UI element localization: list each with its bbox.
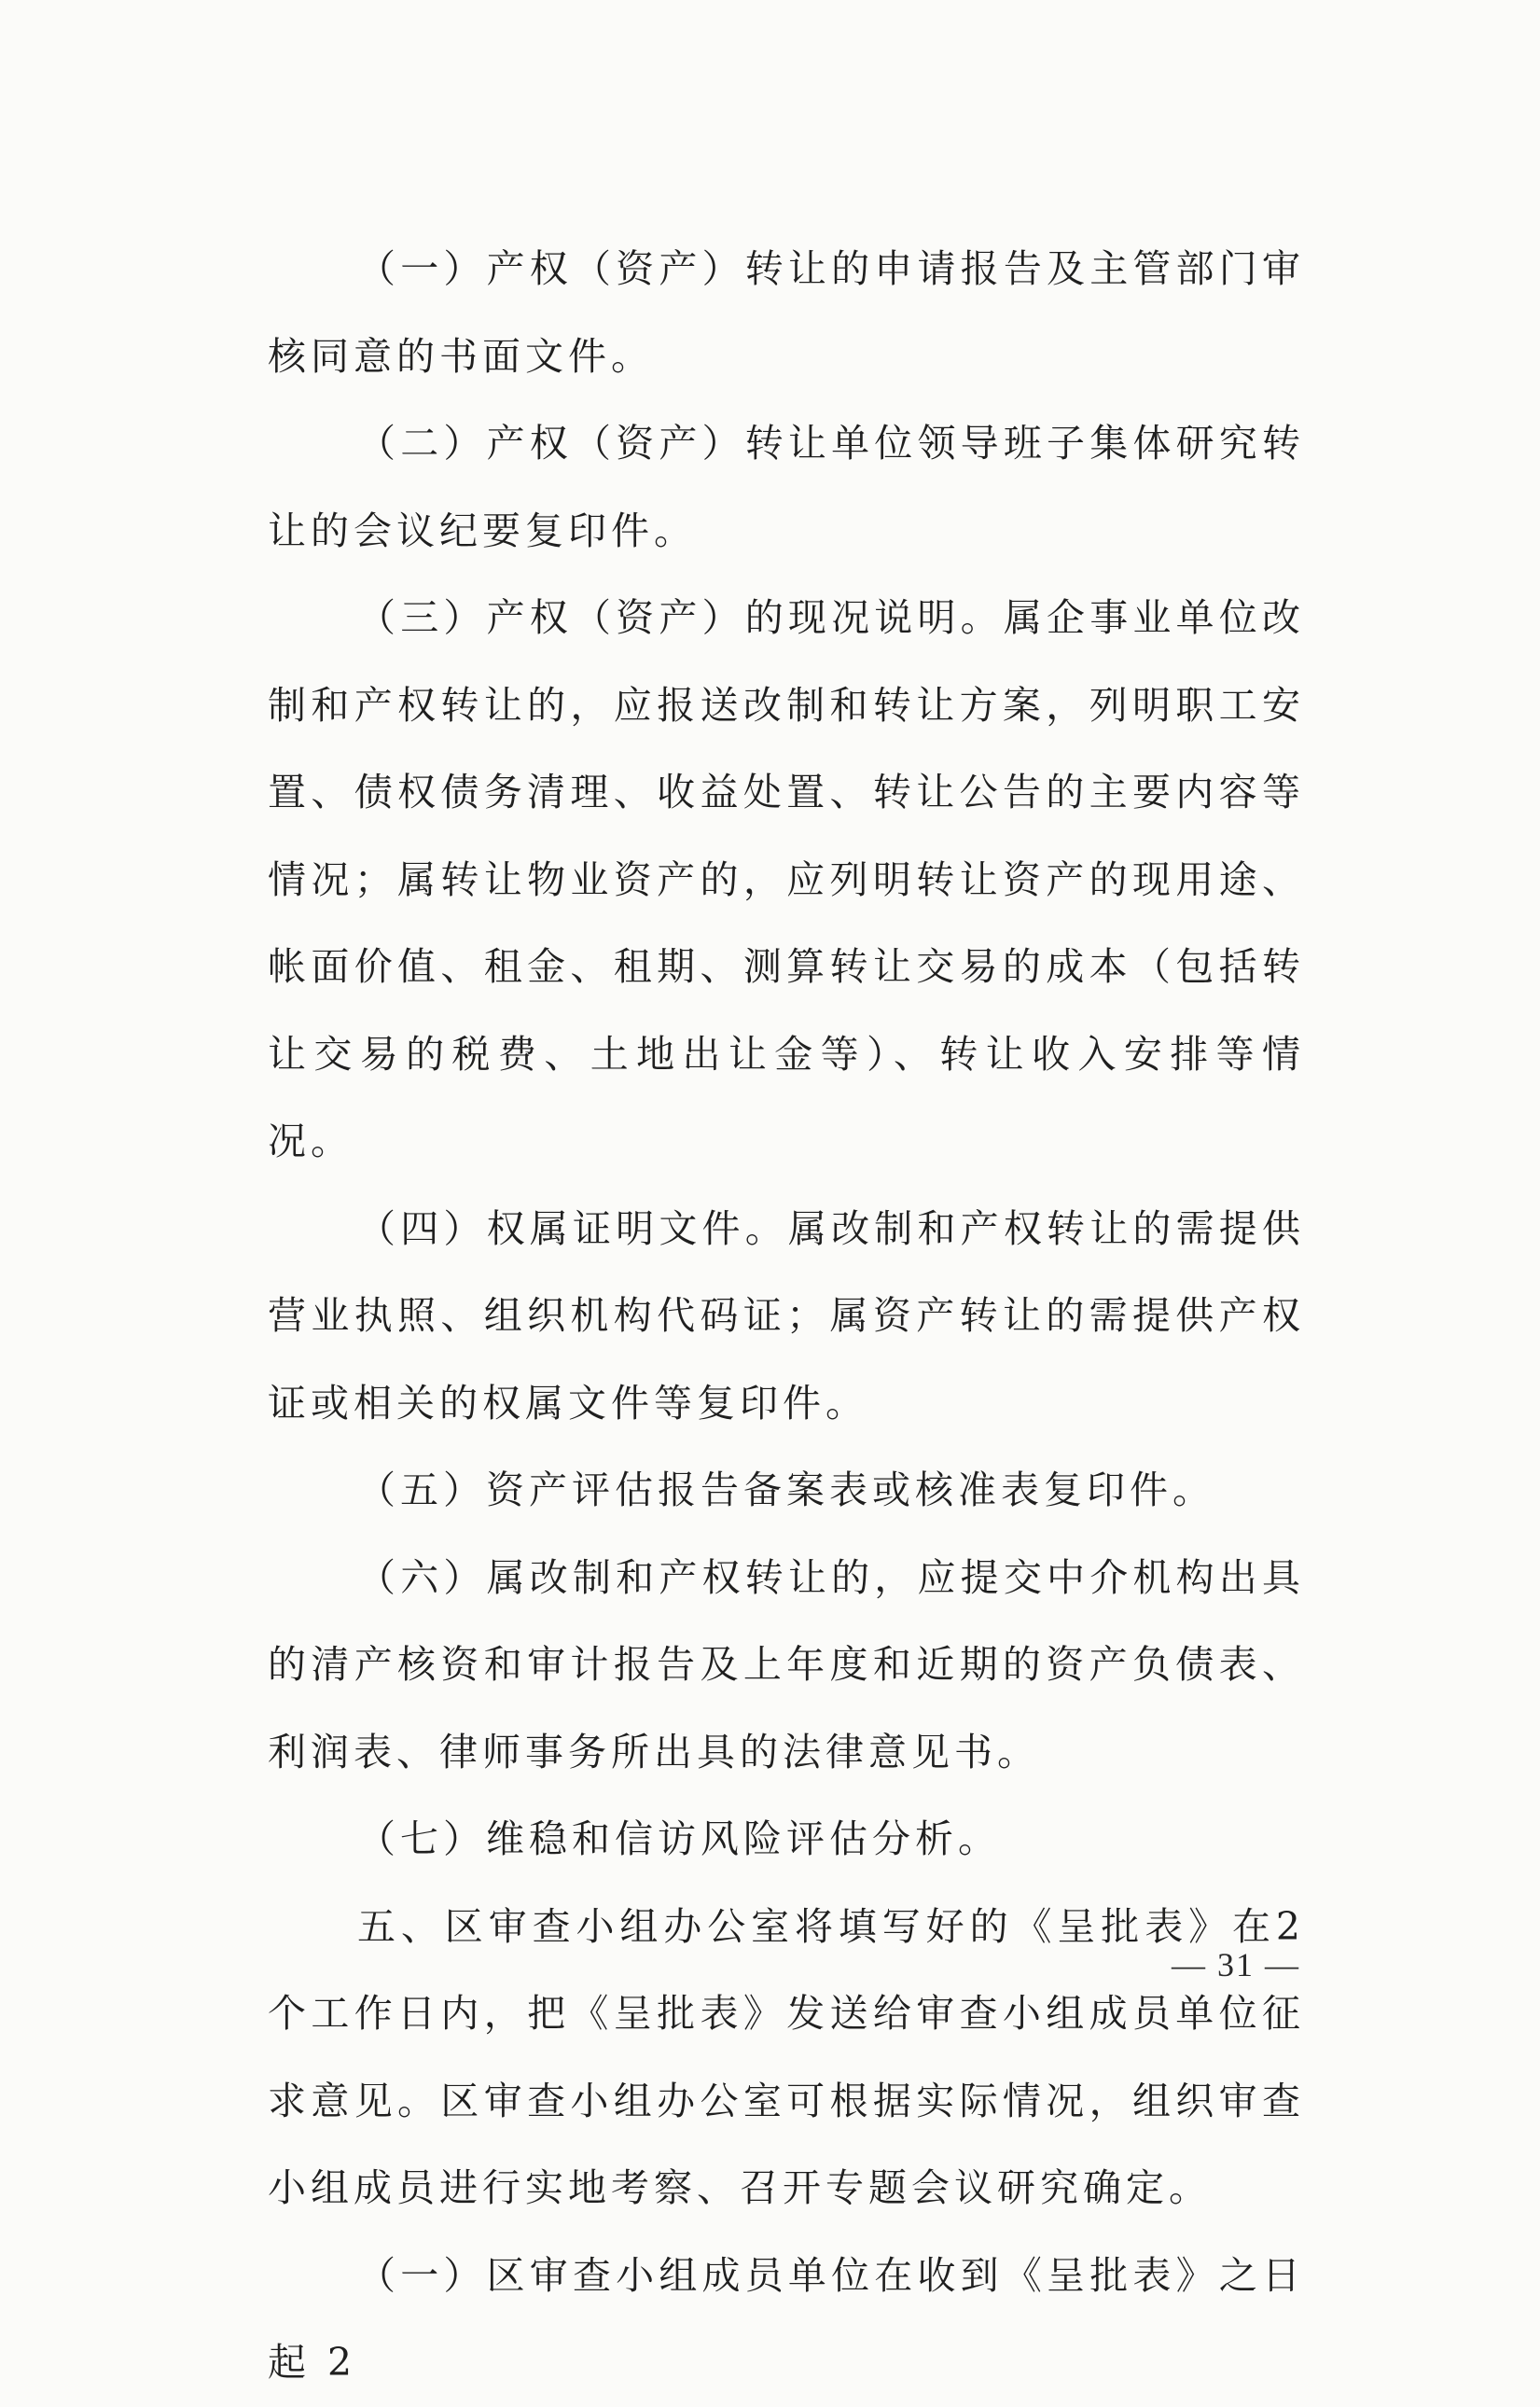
paragraph-item-1: （一）产权（资产）转让的申请报告及主管部门审核同意的书面文件。 xyxy=(268,246,1305,379)
paragraph-section-5: 五、区审查小组办公室将填写好的《呈批表》在2个工作日内，把《呈批表》发送给审查小组成员单位征求意见。区审查小组办公室可根据实际情况，组织审查小组成员进行实地考察、召开专题会议研究确定。 xyxy=(268,1903,1305,2210)
paragraph-subitem-1: （一）区审查小组成员单位在收到《呈批表》之日起 2 xyxy=(268,2252,1305,2385)
paragraph-item-5: （五）资产评估报告备案表或核准表复印件。 xyxy=(357,1468,1215,1512)
paragraph-item-6: （六）属改制和产权转让的，应提交中介机构出具的清产核资和审计报告及上年度和近期的资产负债表、利润表、律师事务所出具的法律意见书。 xyxy=(268,1554,1305,1774)
page-number: — 31 — xyxy=(1172,1946,1300,1983)
paragraph-item-3: （三）产权（资产）的现况说明。属企事业单位改制和产权转让的，应报送改制和转让方案，列明职工安置、债权债务清理、收益处置、转让公告的主要内容等情况；属转让物业资产的，应列明转让资产的现用途、帐面价值、租金、租期、测算转让交易的成本（包括转让交易的税费、土地出让金等）、转让收入安排等情况。 xyxy=(268,595,1305,1163)
paragraph-item-2: （二）产权（资产）转让单位领导班子集体研究转让的会议纪要复印件。 xyxy=(268,421,1305,553)
paragraph-item-7: （七）维稳和信访风险评估分析。 xyxy=(357,1816,1001,1861)
paragraph-item-4: （四）权属证明文件。属改制和产权转让的需提供营业执照、组织机构代码证；属资产转让的需提供产权证或相关的权属文件等复印件。 xyxy=(268,1205,1305,1426)
document-body xyxy=(268,226,1305,2407)
